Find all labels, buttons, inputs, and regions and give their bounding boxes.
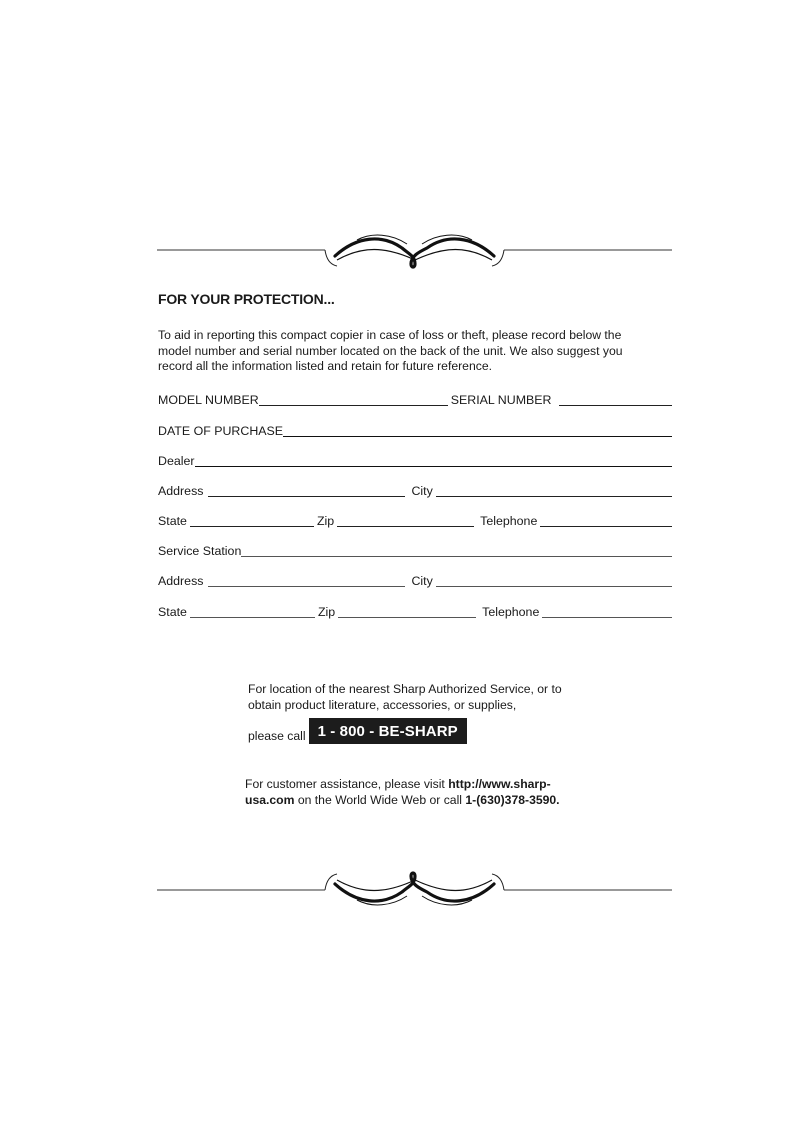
dealer-field[interactable] bbox=[195, 452, 672, 467]
zip-label: Zip bbox=[316, 514, 335, 528]
phone-number-badge: 1 - 800 - BE-SHARP bbox=[309, 718, 467, 744]
telephone-field[interactable] bbox=[540, 512, 672, 527]
assistance-text: on the World Wide Web or call bbox=[294, 792, 466, 807]
service-station-row bbox=[158, 541, 672, 559]
state-label: State bbox=[158, 514, 187, 528]
telephone-label: Telephone bbox=[482, 605, 540, 619]
zip-label: Zip bbox=[317, 605, 336, 619]
intro-line: record all the information listed and retain for future reference. bbox=[158, 359, 492, 373]
service-info-line: obtain product literature, accessories, or supplies, bbox=[248, 697, 517, 712]
service-address-city-row bbox=[158, 571, 672, 589]
serial-number-label: SERIAL NUMBER bbox=[450, 393, 552, 407]
service-state-zip-telephone-row bbox=[158, 602, 672, 620]
city-field[interactable] bbox=[436, 482, 672, 497]
assistance-line bbox=[245, 793, 605, 809]
address-label: Address bbox=[158, 574, 204, 588]
customer-assistance bbox=[245, 777, 605, 808]
service-zip-field[interactable] bbox=[338, 603, 476, 618]
model-number-label: MODEL NUMBER bbox=[158, 393, 259, 407]
serial-number-field[interactable] bbox=[559, 391, 672, 406]
assistance-phone: 1-(630)378-3590. bbox=[465, 792, 560, 807]
model-number-field[interactable] bbox=[259, 391, 448, 406]
service-state-field[interactable] bbox=[190, 603, 315, 618]
state-zip-telephone-row bbox=[158, 511, 672, 529]
website-link[interactable]: http://www.sharp- bbox=[448, 777, 551, 791]
website-link-continued[interactable]: usa.com bbox=[245, 792, 295, 807]
service-telephone-field[interactable] bbox=[542, 603, 672, 618]
address-city-row bbox=[158, 481, 672, 499]
model-serial-row bbox=[158, 390, 672, 408]
address-label: Address bbox=[158, 484, 204, 498]
state-field[interactable] bbox=[190, 512, 314, 527]
service-address-field[interactable] bbox=[208, 572, 405, 587]
address-field[interactable] bbox=[208, 482, 405, 497]
service-station-label: Service Station bbox=[158, 544, 242, 558]
assistance-line bbox=[245, 777, 605, 793]
date-of-purchase-field[interactable] bbox=[283, 422, 672, 437]
dealer-row bbox=[158, 451, 672, 469]
intro-line: To aid in reporting this compact copier in case of loss or theft, please record below the bbox=[158, 328, 622, 342]
please-call-label: please call bbox=[248, 729, 306, 743]
call-line bbox=[248, 718, 467, 744]
date-of-purchase-row bbox=[158, 421, 672, 439]
intro-paragraph bbox=[158, 328, 673, 375]
city-label: City bbox=[411, 574, 433, 588]
intro-line: model number and serial number located on the back of the unit. We also suggest you bbox=[158, 343, 623, 358]
date-of-purchase-label: DATE OF PURCHASE bbox=[158, 424, 284, 438]
assistance-text: For customer assistance, please visit bbox=[245, 777, 449, 791]
dealer-label: Dealer bbox=[158, 454, 195, 468]
top-ornament-divider bbox=[157, 226, 672, 274]
service-info-line: For location of the nearest Sharp Authorized Service, or to bbox=[248, 682, 562, 696]
telephone-label: Telephone bbox=[480, 514, 538, 528]
city-label: City bbox=[411, 484, 433, 498]
bottom-ornament-divider bbox=[157, 866, 672, 914]
service-info bbox=[248, 682, 668, 713]
service-city-field[interactable] bbox=[436, 572, 672, 587]
page-title: FOR YOUR PROTECTION... bbox=[158, 291, 335, 307]
state-label: State bbox=[158, 605, 187, 619]
service-station-field[interactable] bbox=[241, 542, 672, 557]
zip-field[interactable] bbox=[337, 512, 474, 527]
